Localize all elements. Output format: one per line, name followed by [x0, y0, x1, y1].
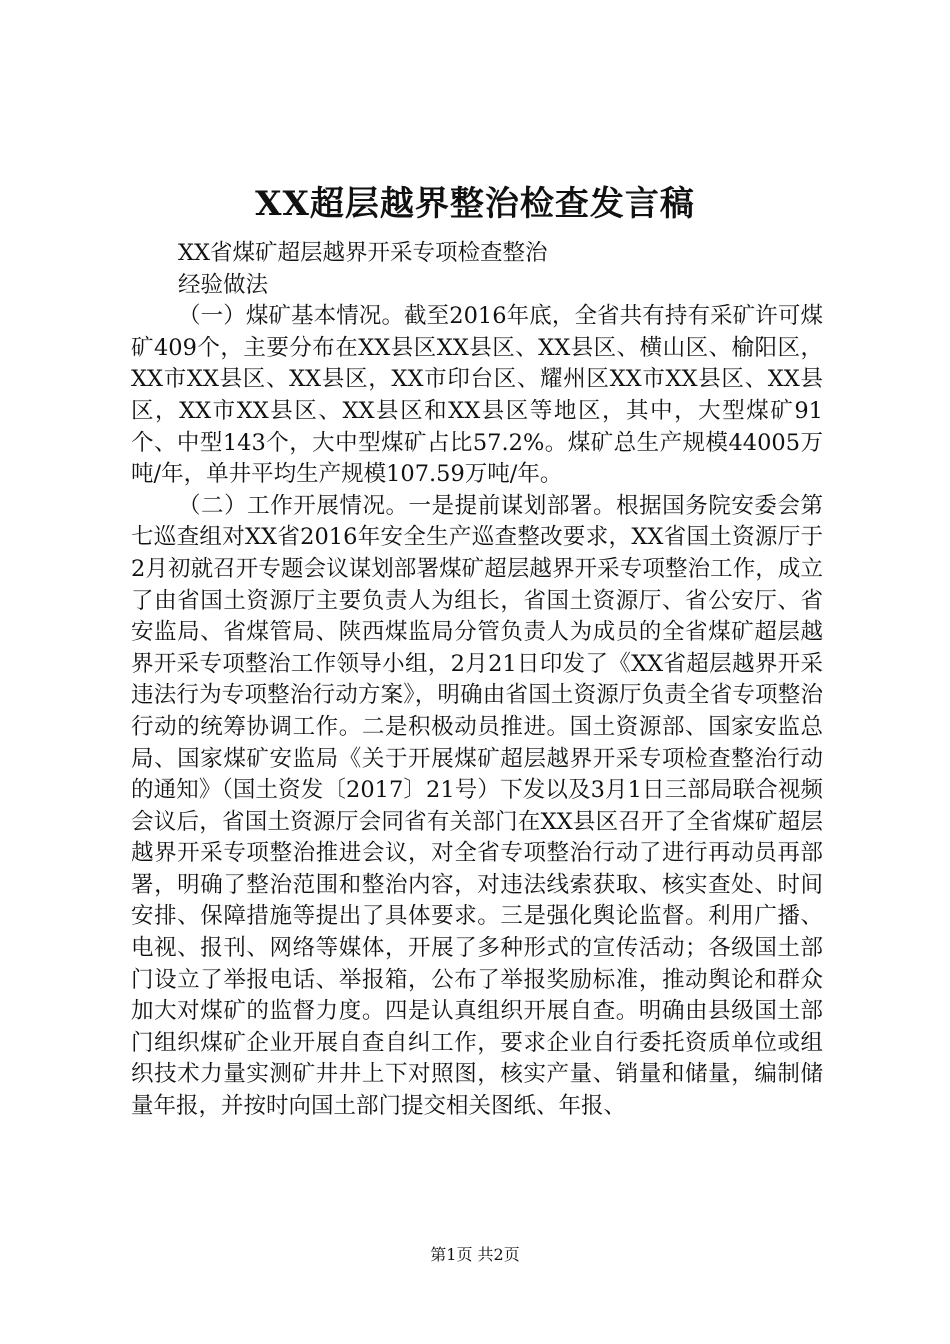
- document-body: [131, 238, 823, 1123]
- paragraph-work-progress: （二）工作开展情况。一是提前谋划部署。根据国务院安委会第七巡查组对XX省2016年安全生产巡查整改要求，XX省国土资源厅于2月初就召开专题会议谋划部署煤矿超层越界开采专项整治工作，成立了由省国土资源厅主要负责人为组长，省国土资源厅、省公安厅、省安监局、省煤管局、陕西煤监局分管负责人为成员的全省煤矿超层越界开采专项整治工作领导小组，2月21日印发了《XX省超层越界开采违法行为专项整治行动方案》，明确由省国土资源厅负责全省专项整治行动的统筹协调工作。二是积极动员推进。国土资源部、国家安监总局、国家煤矿安监局《关于开展煤矿超层越界开采专项检查整治行动的通知》（国土资发〔2017〕21号）下发以及3月1日三部局联合视频会议后，省国土资源厅会同省有关部门在XX县区召开了全省煤矿超层越界开采专项整治推进会议，对全省专项整治行动了进行再动员再部署，明确了整治范围和整治内容，对违法线索获取、核实查处、时间安排、保障措施等提出了具体要求。三是强化舆论监督。利用广播、电视、报刊、网络等媒体，开展了多种形式的宣传活动；各级国土部门设立了举报电话、举报箱，公布了举报奖励标准，推动舆论和群众加大对煤矿的监督力度。四是认真组织开展自查。明确由县级国土部门组织煤矿企业开展自查自纠工作，要求企业自行委托资质单位或组织技术力量实测矿井井上下对照图，核实产量、销量和储量，编制储量年报，并按时向国土部门提交相关图纸、年报、: [131, 492, 823, 1120]
- subtitle-line-2: 经验做法: [178, 271, 269, 298]
- paragraph-basic-situation: （一）煤矿基本情况。截至2016年底，全省共有持有采矿许可煤矿409个，主要分布在XX县区XX县区、XX县区、横山区、榆阳区，XX市XX县区、XX县区，XX市印台区、耀州区XX市XX县区、XX县区，XX市XX县区、XX县区和XX县区等地区，其中，大型煤矿91个、中型143个，大中型煤矿占比57.2%。煤矿总生产规模44005万吨/年，单井平均生产规模107.59万吨/年。: [131, 303, 823, 488]
- subtitle-line-1: XX省煤矿超层越界开采专项检查整治: [178, 240, 548, 266]
- document-title: XX超层越界整治检查发言稿: [255, 184, 695, 224]
- page-footer: 第1页 共2页: [430, 1245, 520, 1264]
